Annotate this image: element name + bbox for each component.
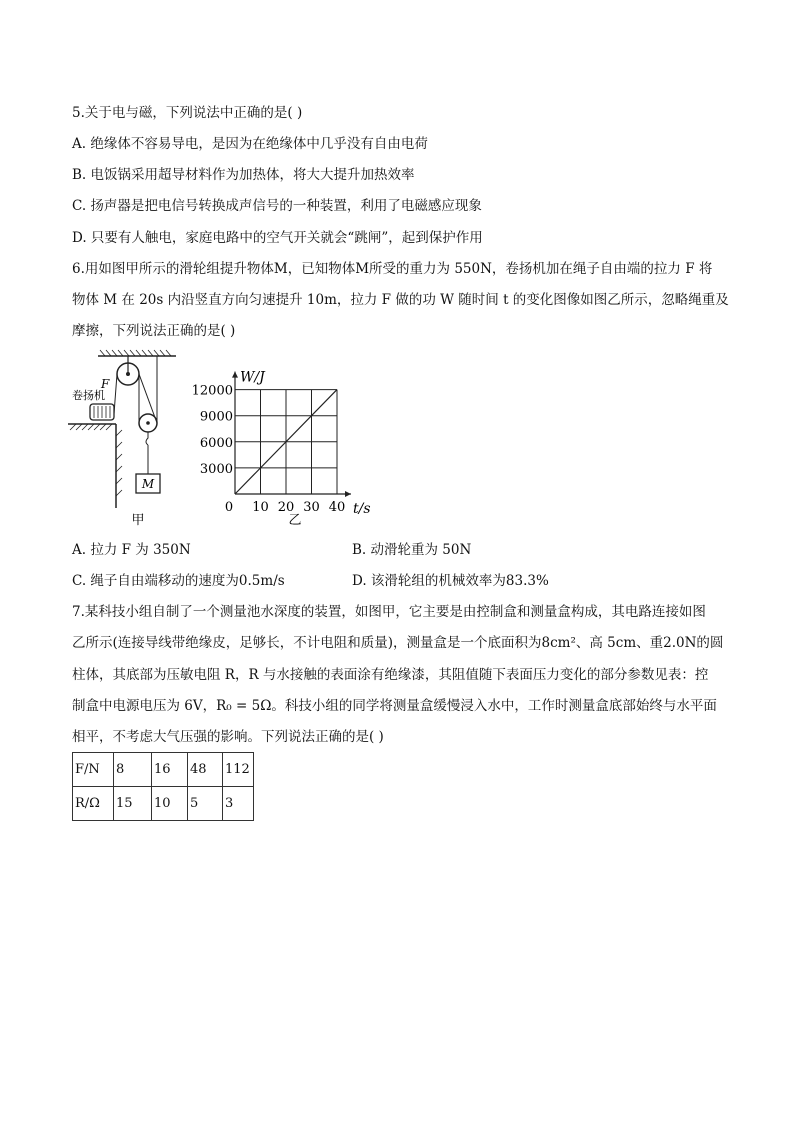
q6-stem-line2: 物体 M 在 20s 内沿竖直方向匀速提升 10m，拉力 F 做的功 W 随时间 t 的变化图像如图乙所示，忽略绳重及	[72, 292, 729, 308]
q6-option-b: B. 动滑轮重为 50N	[352, 542, 472, 558]
q7-line4: 制盒中电源电压为 6V，R₀ = 5Ω。科技小组的同学将测量盒缓慢浸入水中，工作时测量盒底部始终与水平面	[72, 698, 717, 714]
table-cell: 10	[152, 787, 188, 821]
table-cell: 48	[188, 753, 223, 787]
q7-line1: 7.某科技小组自制了一个测量池水深度的装置，如图甲，它主要是由控制盒和测量盒构成，其电路连接如图	[72, 604, 706, 620]
x-tick-label: 10	[252, 500, 269, 515]
table-cell: 112	[223, 753, 254, 787]
table-cell: 5	[188, 787, 223, 821]
table-cell: 15	[114, 787, 152, 821]
x-tick-label: 20	[277, 500, 295, 515]
caption-jia: 甲	[131, 513, 145, 528]
q5-option-c: C. 扬声器是把电信号转换成声信号的一种装置，利用了电磁感应现象	[72, 198, 482, 214]
label-M: M	[141, 477, 155, 491]
table-cell: 16	[152, 753, 188, 787]
q6-option-d: D. 该滑轮组的机械效率为83.3%	[352, 573, 549, 589]
x-tick-label: 0	[224, 500, 234, 515]
q6-stem-line1: 6.用如图甲所示的滑轮组提升物体M，已知物体M所受的重力为 550N，卷扬机加在绳子自由端的拉力 F 将	[72, 261, 713, 277]
y-axis-label: W/J	[240, 369, 265, 386]
q5-option-d: D. 只要有人触电，家庭电路中的空气开关就会“跳闸”，起到保护作用	[72, 230, 483, 246]
work-time-chart	[190, 356, 380, 532]
caption-yi: 乙	[288, 513, 302, 528]
q5-option-a: A. 绝缘体不容易导电，是因为在绝缘体中几乎没有自由电荷	[72, 136, 428, 152]
y-tick-label: 6000	[199, 435, 233, 451]
q6-option-a: A. 拉力 F 为 350N	[72, 542, 191, 558]
q6-option-c: C. 绳子自由端移动的速度为0.5m/s	[72, 573, 285, 589]
table-cell: 3	[223, 787, 254, 821]
label-F: F	[101, 377, 110, 391]
x-axis-label: t/s	[353, 501, 371, 517]
x-axis-arrow	[345, 491, 351, 497]
force-resistance-table	[72, 752, 254, 821]
q7-line2: 乙所示(连接导线带绝缘皮，足够长，不计电阻和质量)，测量盒是一个底面积为8cm²、高 5cm、重2.0N的圆	[72, 635, 724, 651]
pulley-figure	[68, 348, 188, 530]
table-row	[73, 787, 254, 821]
q5-stem: 5.关于电与磁，下列说法中正确的是( )	[72, 105, 303, 121]
y-tick-label: 3000	[199, 461, 233, 477]
q5-option-b: B. 电饭锅采用超导材料作为加热体，将大大提升加热效率	[72, 167, 415, 183]
table-cell: F/N	[73, 753, 114, 787]
label-winch: 卷扬机	[72, 389, 105, 402]
q7-line3: 柱体，其底部为压敏电阻 R，R 与水接触的表面涂有绝缘漆，其阻值随下表面压力变化的部分参数见表：控	[72, 667, 709, 683]
y-tick-label: 12000	[191, 383, 233, 399]
x-tick-label: 30	[303, 500, 320, 515]
table-row	[73, 753, 254, 787]
y-axis-arrow	[232, 372, 238, 378]
table-cell: R/Ω	[73, 787, 114, 821]
y-tick-label: 9000	[199, 409, 233, 425]
q7-line5: 相平，不考虑大气压强的影响。下列说法正确的是( )	[72, 729, 384, 745]
table-cell: 8	[114, 753, 152, 787]
x-tick-label: 40	[328, 500, 346, 515]
q6-stem-line3: 摩擦，下列说法正确的是( )	[72, 323, 236, 339]
